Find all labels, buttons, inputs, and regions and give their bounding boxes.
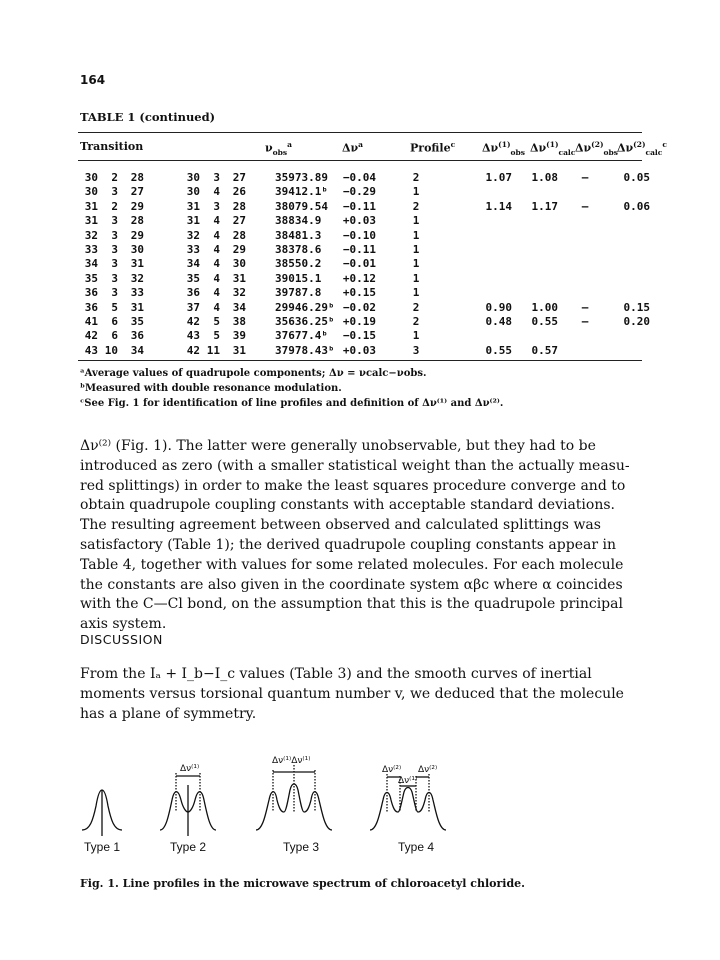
nu-obs-cell: 38834.9 [275, 214, 322, 228]
type2-label: Type 2 [170, 840, 207, 854]
transition-quantum-number: 35 [84, 271, 98, 285]
nu-obs-cell: 38481.3 [275, 228, 322, 242]
paragraph-line: the constants are also given in the coordinate system αβc where α coincides [80, 576, 623, 593]
nu-obs-cell: 29946.29ᵇ [275, 300, 335, 314]
transition-quantum-number: 38 [232, 315, 246, 328]
dnu1-calc-cell: 0.55 [531, 315, 558, 328]
paragraph-line: axis system. [80, 616, 167, 633]
nu-obs-cell: 37677.4ᵇ [275, 329, 328, 343]
paragraph-line: with the C—Cl bond, on the assumption that this is the quadrupole principal [80, 596, 623, 613]
profile-cell: 2 [412, 315, 420, 328]
dnu2-calc-cell: 0.20 [623, 315, 650, 328]
footnote-b: ᵇMeasured with double resonance modulation. [80, 383, 342, 394]
transition-quantum-number: 31 [186, 214, 200, 228]
transition-quantum-number: 31 [84, 199, 98, 213]
transition-quantum-number: 39 [232, 329, 246, 343]
transition-quantum-number: 33 [186, 243, 200, 256]
page-number: 164 [80, 73, 106, 87]
header-profile: Profile$^c$ [410, 140, 456, 155]
delta-nu-cell: −0.29 [342, 185, 376, 199]
transition-quantum-number: 29 [130, 199, 144, 213]
discussion-line: From the Iₐ + I_b−I_c values (Table 3) and the smooth curves of inertial [80, 666, 592, 682]
transition-quantum-number: 4 [213, 257, 220, 271]
dnu2-obs-cell: — [581, 199, 589, 213]
transition-quantum-number: 43 [84, 343, 98, 357]
transition-quantum-number: 5 [213, 329, 220, 343]
paragraph-line: Table 4, together with values for some related molecules. For each molecule [80, 556, 624, 573]
profile-cell: 1 [412, 214, 420, 228]
transition-quantum-number: 27 [232, 171, 246, 184]
transition-quantum-number: 34 [84, 257, 98, 271]
transition-quantum-number: 36 [84, 286, 98, 300]
footnote-a: ᵃAverage values of quadrupole components; Δν = νcalc−νobs. [80, 368, 427, 379]
dnu2-calc-cell: 0.05 [623, 171, 650, 184]
paragraph-line: satisfactory (Table 1); the derived quadrupole coupling constants appear in [80, 537, 616, 553]
table-title: TABLE 1 (continued) [80, 110, 216, 124]
transition-quantum-number: 2 [111, 171, 118, 184]
transition-quantum-number: 29 [232, 243, 246, 256]
delta-nu-cell: +0.19 [342, 315, 376, 328]
dnu2-obs-cell: — [581, 315, 589, 328]
transition-quantum-number: 30 [186, 171, 200, 184]
profile-cell: 1 [412, 185, 420, 199]
header-delta-nu: $\Delta\nu^a$ [342, 140, 364, 155]
transition-quantum-number: 5 [213, 315, 220, 328]
transition-quantum-number: 30 [186, 185, 200, 199]
transition-quantum-number: 42 [186, 315, 200, 328]
transition-quantum-number: 34 [186, 257, 200, 271]
dnu1-calc-cell: 0.57 [531, 343, 558, 357]
transition-quantum-number: 4 [213, 185, 220, 199]
nu-obs-cell: 38378.6 [275, 243, 322, 256]
delta-nu-cell: −0.11 [342, 243, 376, 256]
transition-quantum-number: 33 [84, 243, 98, 256]
transition-quantum-number: 31 [130, 257, 144, 271]
transition-quantum-number: 3 [111, 257, 118, 271]
header-dnu1-obs: $\Delta\nu^{(1)}_{obs}$ [482, 140, 525, 157]
transition-quantum-number: 30 [130, 243, 144, 256]
delta-nu-cell: +0.12 [342, 271, 376, 285]
transition-quantum-number: 4 [213, 228, 220, 242]
transition-quantum-number: 31 [130, 300, 144, 314]
type2-annotation: Δν⁽¹⁾ [180, 764, 200, 774]
transition-quantum-number: 3 [111, 243, 118, 256]
nu-obs-cell: 37978.43ᵇ [275, 343, 335, 357]
figure-caption: Fig. 1. Line profiles in the microwave spectrum of chloroacetyl chloride. [80, 877, 525, 890]
nu-obs-cell: 35636.25ᵇ [275, 315, 335, 328]
transition-quantum-number: 3 [111, 185, 118, 199]
footnote-c: ᶜSee Fig. 1 for identification of line profiles and definition of Δν⁽¹⁾ and Δν⁽²⁾. [80, 398, 504, 409]
transition-quantum-number: 5 [111, 300, 118, 314]
dnu1-calc-cell: 1.08 [531, 171, 558, 184]
transition-quantum-number: 3 [213, 199, 220, 213]
transition-quantum-number: 43 [186, 329, 200, 343]
transition-quantum-number: 4 [213, 300, 220, 314]
delta-nu-cell: +0.15 [342, 286, 376, 300]
transition-quantum-number: 2 [111, 199, 118, 213]
transition-quantum-number: 4 [213, 243, 220, 256]
section-heading: DISCUSSION [80, 632, 163, 647]
transition-quantum-number: 29 [130, 228, 144, 242]
profile-cell: 1 [412, 257, 420, 271]
dnu1-obs-cell: 1.14 [485, 199, 512, 213]
transition-quantum-number: 28 [232, 199, 246, 213]
transition-quantum-number: 30 [232, 257, 246, 271]
type4-profile [370, 788, 446, 831]
transition-quantum-number: 3 [111, 228, 118, 242]
paragraph-line: obtain quadrupole coupling constants with acceptable standard deviations. [80, 497, 615, 514]
transition-quantum-number: 28 [130, 214, 144, 228]
paragraph-line: Δν⁽²⁾ (Fig. 1). The latter were generally unobservable, but they had to be [80, 438, 596, 454]
transition-quantum-number: 30 [84, 185, 98, 199]
type1-label: Type 1 [84, 840, 121, 854]
delta-nu-cell: −0.10 [342, 228, 376, 242]
transition-quantum-number: 30 [84, 171, 98, 184]
transition-quantum-number: 35 [130, 315, 144, 328]
header-dnu2-obs: $\Delta\nu^{(2)}_{obs}$ [575, 140, 618, 157]
transition-quantum-number: 4 [213, 214, 220, 228]
delta-nu-cell: −0.04 [342, 171, 376, 184]
type3-label: Type 3 [283, 840, 320, 854]
discussion-line: moments versus torsional quantum number v, we deduced that the molecule [80, 685, 624, 702]
profile-cell: 1 [412, 329, 420, 343]
transition-quantum-number: 35 [186, 271, 200, 285]
dnu1-obs-cell: 1.07 [485, 171, 512, 184]
transition-quantum-number: 32 [84, 228, 98, 242]
profile-cell: 1 [412, 286, 420, 300]
transition-quantum-number: 3 [213, 171, 220, 184]
transition-quantum-number: 3 [111, 286, 118, 300]
transition-quantum-number: 34 [232, 300, 246, 314]
type4-annotation-middle: Δν⁽¹⁾ [398, 776, 418, 786]
transition-quantum-number: 32 [232, 286, 246, 300]
transition-quantum-number: 36 [130, 329, 144, 343]
transition-quantum-number: 6 [111, 329, 118, 343]
transition-quantum-number: 4 [213, 271, 220, 285]
nu-obs-cell: 38550.2 [275, 257, 322, 271]
dnu1-obs-cell: 0.90 [485, 300, 512, 314]
profile-cell: 2 [412, 171, 420, 184]
profile-cell: 1 [412, 228, 420, 242]
profile-cell: 2 [412, 199, 420, 213]
transition-quantum-number: 33 [130, 286, 144, 300]
paragraph-line: The resulting agreement between observed and calculated splittings was [80, 517, 601, 534]
transition-quantum-number: 34 [130, 343, 144, 357]
dnu1-calc-cell: 1.00 [531, 300, 558, 314]
transition-quantum-number: 37 [186, 300, 200, 314]
profile-cell: 1 [412, 271, 420, 285]
delta-nu-cell: −0.11 [342, 199, 376, 213]
nu-obs-cell: 38079.54 [275, 199, 328, 213]
paragraph-line: red splittings) in order to make the least squares procedure converge and to [80, 477, 626, 494]
dnu2-obs-cell: — [581, 171, 589, 184]
nu-obs-cell: 39412.1ᵇ [275, 185, 328, 199]
type4-label: Type 4 [398, 840, 435, 854]
nu-obs-cell: 39015.1 [275, 271, 322, 285]
delta-nu-cell: −0.02 [342, 300, 376, 314]
header-nu-obs: $\nu_{obs}^a$ [265, 140, 292, 157]
dnu2-calc-cell: 0.06 [623, 199, 650, 213]
delta-nu-cell: +0.03 [342, 214, 376, 228]
transition-quantum-number: 27 [130, 185, 144, 199]
transition-quantum-number: 10 [104, 343, 118, 357]
profile-cell: 2 [412, 300, 420, 314]
profile-cell: 3 [412, 343, 420, 357]
transition-quantum-number: 42 [84, 329, 98, 343]
dnu1-obs-cell: 0.48 [485, 315, 512, 328]
paragraph-line: introduced as zero (with a smaller statistical weight than the actually measu- [80, 457, 630, 474]
transition-quantum-number: 31 [232, 343, 246, 357]
dnu2-calc-cell: 0.15 [623, 300, 650, 314]
delta-nu-cell: +0.03 [342, 343, 376, 357]
transition-quantum-number: 27 [232, 214, 246, 228]
header-dnu2-calc: $\Delta\nu^{(2)}_{calc}^c$ [617, 140, 667, 157]
discussion-line: has a plane of symmetry. [80, 705, 257, 722]
type3-annotation: Δν⁽¹⁾Δν⁽¹⁾ [272, 756, 311, 766]
header-dnu1-calc: $\Delta\nu^{(1)}_{calc}$ [530, 140, 576, 157]
transition-quantum-number: 41 [84, 315, 98, 328]
delta-nu-cell: −0.01 [342, 257, 376, 271]
transition-quantum-number: 11 [206, 343, 220, 357]
transition-quantum-number: 32 [130, 271, 144, 285]
delta-nu-cell: −0.15 [342, 329, 376, 343]
transition-quantum-number: 3 [111, 214, 118, 228]
transition-quantum-number: 28 [232, 228, 246, 242]
transition-quantum-number: 31 [186, 199, 200, 213]
dnu2-obs-cell: — [581, 300, 589, 314]
transition-quantum-number: 36 [186, 286, 200, 300]
type4-annotation-right: Δν⁽²⁾ [418, 765, 438, 775]
header-transition: Transition [80, 140, 144, 153]
transition-quantum-number: 26 [232, 185, 246, 199]
transition-quantum-number: 31 [84, 214, 98, 228]
nu-obs-cell: 39787.8 [275, 286, 322, 300]
nu-obs-cell: 35973.89 [275, 171, 328, 184]
dnu1-obs-cell: 0.55 [485, 343, 512, 357]
profile-cell: 1 [412, 243, 420, 256]
transition-quantum-number: 32 [186, 228, 200, 242]
transition-quantum-number: 42 [186, 343, 200, 357]
transition-quantum-number: 36 [84, 300, 98, 314]
transition-quantum-number: 6 [111, 315, 118, 328]
transition-quantum-number: 28 [130, 171, 144, 184]
type4-annotation-left: Δν⁽²⁾ [382, 765, 402, 775]
transition-quantum-number: 31 [232, 271, 246, 285]
transition-quantum-number: 3 [111, 271, 118, 285]
dnu1-calc-cell: 1.17 [531, 199, 558, 213]
transition-quantum-number: 4 [213, 286, 220, 300]
